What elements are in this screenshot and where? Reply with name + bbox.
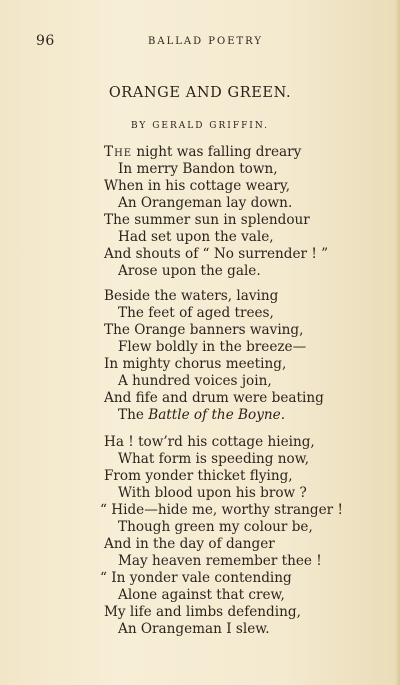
poem-line: Beside the waters, laving [104, 288, 279, 304]
poem-line: What form is speeding now, [118, 451, 310, 467]
poem-author: BY GERALD GRIFFIN. [130, 121, 270, 131]
poem-line: “ In yonder vale contending [100, 570, 292, 586]
poem-italic-title: Battle of the Boyne. [148, 407, 286, 423]
poem-line: When in his cottage weary, [104, 178, 291, 194]
running-head: BALLAD POETRY [148, 36, 263, 47]
poem-line: And in the day of danger [104, 536, 275, 552]
poem-line: “ Hide—hide me, worthy stranger ! [100, 502, 343, 518]
poem-line: The Orange banners waving, [104, 322, 304, 338]
poem-line: Alone against that crew, [118, 587, 285, 603]
poem-line [118, 407, 285, 424]
poem-line: From yonder thicket flying, [104, 468, 293, 484]
poem-line: The summer sun in splendour [104, 212, 310, 228]
poem-line: May heaven remember thee ! [118, 553, 322, 569]
poem-line: The feet of aged trees, [118, 305, 274, 321]
poem-line-text: The [118, 407, 149, 423]
page-edge [395, 0, 400, 685]
poem-line: Though green my colour be, [118, 519, 313, 535]
page-number: 96 [36, 33, 55, 49]
poem-line [104, 144, 301, 161]
poem-line: Ha ! tow’rd his cottage hieing, [104, 434, 315, 450]
poem-line: And fife and drum were beating [104, 390, 324, 406]
poem-line: With blood upon his brow ? [118, 485, 307, 501]
poem-line: An Orangeman lay down. [118, 195, 293, 211]
poem-line: An Orangeman I slew. [118, 621, 270, 637]
poem-line: A hundred voices join, [118, 373, 272, 389]
poem-line-text: night was falling dreary [132, 144, 302, 160]
poem-line: Arose upon the gale. [118, 263, 261, 279]
poem-line: In merry Bandon town, [118, 161, 278, 177]
poem-line: And shouts of “ No surrender ! ” [104, 246, 329, 262]
poem-line: Had set upon the vale, [118, 229, 274, 245]
poem-first-word: The [104, 144, 133, 160]
poem-title: ORANGE AND GREEN. [108, 85, 292, 101]
poem-line: Flew boldly in the breeze— [118, 339, 307, 355]
poem-line: In mighty chorus meeting, [104, 356, 287, 372]
poem-line: My life and limbs defending, [104, 604, 301, 620]
